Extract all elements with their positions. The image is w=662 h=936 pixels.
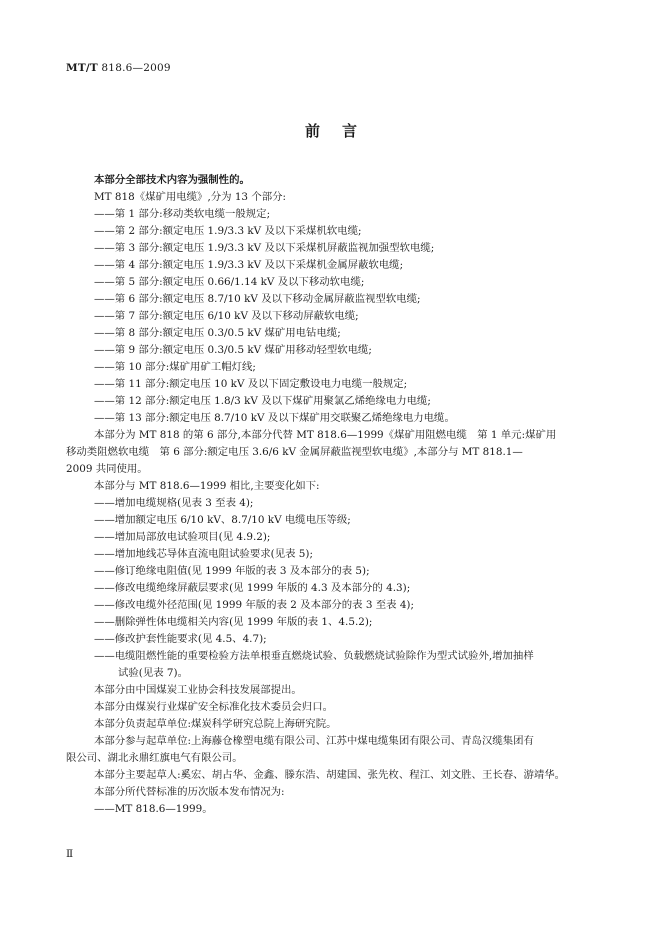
foreword-line: ——第 13 部分:额定电压 8.7/10 kV 及以下煤矿用交联聚乙烯绝缘电力电缆。 [94, 412, 455, 424]
foreword-line: ——第 2 部分:额定电压 1.9/3.3 kV 及以下采煤机软电缆; [94, 225, 362, 237]
foreword-line: ——第 1 部分:移动类软电缆一般规定; [94, 208, 271, 220]
foreword-line: 本部分由煤炭行业煤矿安全标准化技术委员会归口。 [94, 701, 333, 713]
foreword-line: 本部分所代替标准的历次版本发布情况为: [94, 786, 285, 798]
page-number: Ⅱ [66, 848, 74, 860]
page-title: 前言 [304, 122, 379, 140]
foreword-line: ——第 12 部分:额定电压 1.8/3 kV 及以下煤矿用聚氯乙烯绝缘电力电缆; [94, 395, 431, 407]
foreword-line: MT 818《煤矿用电缆》,分为 13 个部分: [94, 191, 287, 203]
foreword-line: 2009 共同使用。 [66, 463, 148, 475]
foreword-body [66, 172, 604, 818]
foreword-line: 限公司、湖北永鼎红旗电气有限公司。 [66, 752, 243, 764]
foreword-line: ——删除弹性体电缆相关内容(见 1999 年版的表 1、4.5.2); [94, 616, 373, 628]
foreword-line: ——第 9 部分:额定电压 0.3/0.5 kV 煤矿用移动轻型软电缆; [94, 344, 372, 356]
standard-code [66, 62, 171, 74]
foreword-line: ——修改护套性能要求(见 4.5、4.7); [94, 633, 267, 645]
foreword-line: ——增加局部放电试验项目(见 4.9.2); [94, 531, 271, 543]
foreword-line: ——第 8 部分:额定电压 0.3/0.5 kV 煤矿用电钻电缆; [94, 327, 341, 339]
foreword-line: ——第 10 部分:煤矿用矿工帽灯线; [94, 361, 256, 373]
foreword-line: 本部分与 MT 818.6—1999 相比,主要变化如下: [94, 480, 320, 492]
foreword-line: ——修改电缆绝缘屏蔽层要求(见 1999 年版的 4.3 及本部分的 4.3); [94, 582, 411, 594]
foreword-line: ——电缆阻燃性能的重要检验方法单根垂直燃烧试验、负载燃烧试验除作为型式试验外,增加抽样 [94, 650, 534, 662]
standard-prefix: MT/T [66, 62, 98, 74]
foreword-line: ——MT 818.6—1999。 [94, 803, 213, 815]
foreword-line: 本部分主要起草人:奚宏、胡占华、金鑫、滕东浩、胡建国、张先枚、程江、刘文胜、王长春、游靖华。 [94, 769, 566, 781]
foreword-line: 本部分负责起草单位:煤炭科学研究总院上海研究院。 [94, 718, 337, 730]
foreword-line: ——第 5 部分:额定电压 0.66/1.14 kV 及以下移动软电缆; [94, 276, 365, 288]
foreword-line: 本部分参与起草单位:上海藤仓橡塑电缆有限公司、江苏中煤电缆集团有限公司、青岛汉缆集团有 [94, 735, 534, 747]
foreword-line: 本部分由中国煤炭工业协会科技发展部提出。 [94, 684, 302, 696]
foreword-line: ——增加电缆规格(见表 3 至表 4); [94, 497, 254, 509]
foreword-line: ——增加额定电压 6/10 kV、8.7/10 kV 电缆电压等级; [94, 514, 351, 526]
foreword-line: ——修订绝缘电阻值(见 1999 年版的表 3 及本部分的表 5); [94, 565, 370, 577]
foreword-line: 试验(见表 7)。 [118, 667, 188, 679]
foreword-line: ——第 7 部分:额定电压 6/10 kV 及以下移动屏蔽软电缆; [94, 310, 359, 322]
foreword-line: ——第 11 部分:额定电压 10 kV 及以下固定敷设电力电缆一般规定; [94, 378, 408, 390]
foreword-line: ——第 3 部分:额定电压 1.9/3.3 kV 及以下采煤机屏蔽监视加强型软电缆; [94, 242, 435, 254]
foreword-line: ——第 6 部分:额定电压 8.7/10 kV 及以下移动金属屏蔽监视型软电缆; [94, 293, 421, 305]
foreword-line: ——第 4 部分:额定电压 1.9/3.3 kV 及以下采煤机金属屏蔽软电缆; [94, 259, 404, 271]
foreword-line: ——修改电缆外径范围(见 1999 年版的表 2 及本部分的表 3 至表 4); [94, 599, 414, 611]
foreword-line: 本部分全部技术内容为强制性的。 [94, 174, 250, 186]
foreword-line: ——增加地线芯导体直流电阻试验要求(见表 5); [94, 548, 313, 560]
foreword-line: 本部分为 MT 818 的第 6 部分,本部分代替 MT 818.6—1999《煤矿用阻燃电缆 第 1 单元:煤矿用 [94, 429, 557, 441]
standard-number: 818.6—2009 [97, 62, 171, 74]
foreword-line: 移动类阻燃软电缆 第 6 部分:额定电压 3.6/6 kV 金属屏蔽监视型软电缆》,本部分与 MT 818.1— [66, 446, 523, 458]
